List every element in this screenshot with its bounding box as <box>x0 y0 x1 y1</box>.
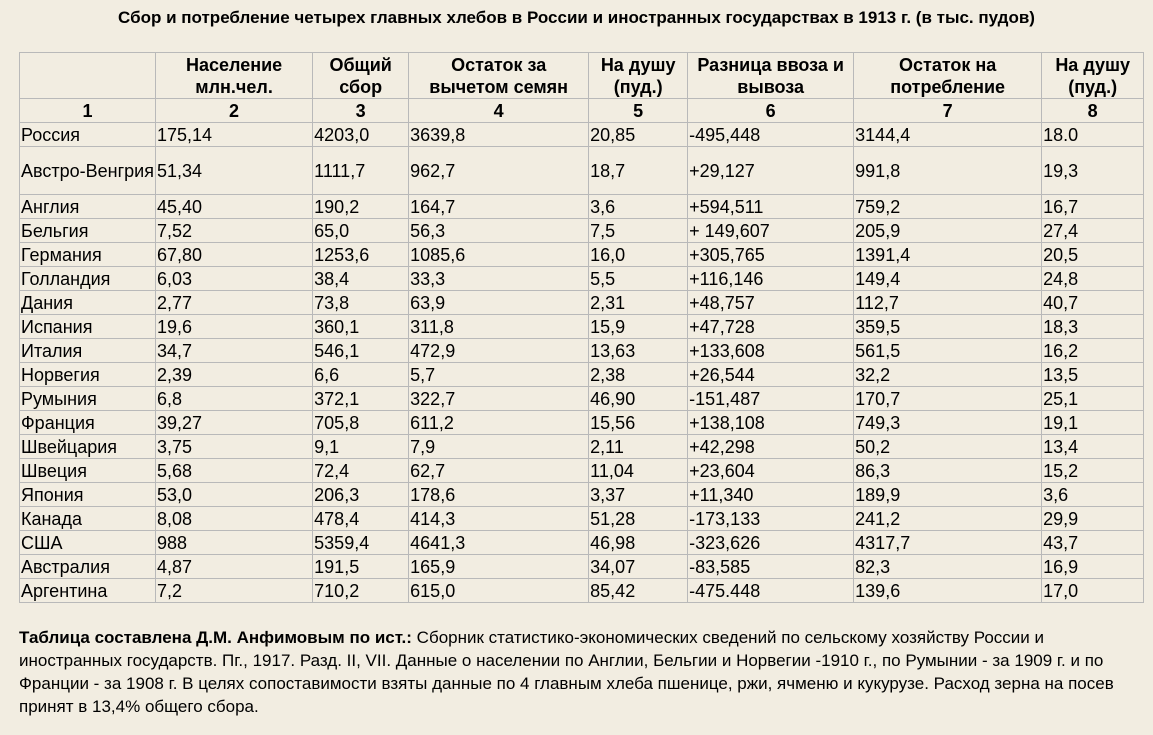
country-cell: Голландия <box>20 267 156 291</box>
table-cell: 615,0 <box>409 579 589 603</box>
table-cell: 6,03 <box>155 267 312 291</box>
table-cell: 13,5 <box>1042 363 1144 387</box>
table-cell: 561,5 <box>854 339 1042 363</box>
table-cell: 82,3 <box>854 555 1042 579</box>
table-cell: 86,3 <box>854 459 1042 483</box>
header-cell: Общий сбор <box>313 53 409 99</box>
table-cell: 18,3 <box>1042 315 1144 339</box>
table-row <box>20 363 1144 387</box>
table-cell: 34,7 <box>155 339 312 363</box>
table-row <box>20 243 1144 267</box>
table-cell: 2,38 <box>589 363 688 387</box>
header-cell: Остаток за вычетом семян <box>409 53 589 99</box>
table-cell: +594,511 <box>688 195 854 219</box>
table-cell: 7,52 <box>155 219 312 243</box>
table-row <box>20 123 1144 147</box>
table-cell: 2,11 <box>589 435 688 459</box>
table-row <box>20 147 1144 195</box>
table-cell: 16,0 <box>589 243 688 267</box>
table-cell: 311,8 <box>409 315 589 339</box>
table-cell: 112,7 <box>854 291 1042 315</box>
table-cell: +47,728 <box>688 315 854 339</box>
table-cell: -475.448 <box>688 579 854 603</box>
table-cell: 39,27 <box>155 411 312 435</box>
table-cell: 359,5 <box>854 315 1042 339</box>
table-cell: 7,9 <box>409 435 589 459</box>
table-cell: 16,2 <box>1042 339 1144 363</box>
table-cell: 3639,8 <box>409 123 589 147</box>
table-row <box>20 411 1144 435</box>
table-cell: 1391,4 <box>854 243 1042 267</box>
table-cell: 51,28 <box>589 507 688 531</box>
column-number-row <box>20 99 1144 123</box>
table-cell: 149,4 <box>854 267 1042 291</box>
table-cell: -323,626 <box>688 531 854 555</box>
table-cell: +305,765 <box>688 243 854 267</box>
table-cell: 18.0 <box>1042 123 1144 147</box>
table-cell: +26,544 <box>688 363 854 387</box>
table-cell: +11,340 <box>688 483 854 507</box>
table-cell: 19,6 <box>155 315 312 339</box>
table-cell: 7,5 <box>589 219 688 243</box>
table-cell: 32,2 <box>854 363 1042 387</box>
table-cell: 16,9 <box>1042 555 1144 579</box>
table-row <box>20 555 1144 579</box>
table-cell: 1085,6 <box>409 243 589 267</box>
table-cell: 4203,0 <box>313 123 409 147</box>
table-cell: 360,1 <box>313 315 409 339</box>
country-cell: Австралия <box>20 555 156 579</box>
table-cell: 472,9 <box>409 339 589 363</box>
country-cell: Япония <box>20 483 156 507</box>
country-cell: Италия <box>20 339 156 363</box>
column-number: 3 <box>313 99 409 123</box>
column-number: 7 <box>854 99 1042 123</box>
header-row <box>20 53 1144 99</box>
table-cell: 4641,3 <box>409 531 589 555</box>
table-cell: 56,3 <box>409 219 589 243</box>
table-cell: +23,604 <box>688 459 854 483</box>
table-cell: 3144,4 <box>854 123 1042 147</box>
header-cell <box>20 53 156 99</box>
table-cell: 73,8 <box>313 291 409 315</box>
header-cell: Разница ввоза и вывоза <box>688 53 854 99</box>
table-cell: -173,133 <box>688 507 854 531</box>
table-cell: 20,85 <box>589 123 688 147</box>
table-cell: 988 <box>155 531 312 555</box>
column-number: 5 <box>589 99 688 123</box>
table-cell: 34,07 <box>589 555 688 579</box>
table-cell: 15,9 <box>589 315 688 339</box>
table-cell: 63,9 <box>409 291 589 315</box>
table-row <box>20 195 1144 219</box>
table-cell: +138,108 <box>688 411 854 435</box>
table-cell: 40,7 <box>1042 291 1144 315</box>
table-cell: 13,63 <box>589 339 688 363</box>
table-cell: 11,04 <box>589 459 688 483</box>
table-row <box>20 531 1144 555</box>
table-cell: 15,2 <box>1042 459 1144 483</box>
table-cell: 85,42 <box>589 579 688 603</box>
table-cell: 164,7 <box>409 195 589 219</box>
table-cell: 5359,4 <box>313 531 409 555</box>
table-cell: 38,4 <box>313 267 409 291</box>
table-cell: 170,7 <box>854 387 1042 411</box>
table-row <box>20 387 1144 411</box>
column-number: 4 <box>409 99 589 123</box>
table-cell: 19,1 <box>1042 411 1144 435</box>
table-cell: 191,5 <box>313 555 409 579</box>
column-number: 1 <box>20 99 156 123</box>
column-number: 6 <box>688 99 854 123</box>
column-number: 8 <box>1042 99 1144 123</box>
table-cell: 18,7 <box>589 147 688 195</box>
country-cell: Бельгия <box>20 219 156 243</box>
table-cell: 51,34 <box>155 147 312 195</box>
table-cell: 611,2 <box>409 411 589 435</box>
table-cell: 991,8 <box>854 147 1042 195</box>
country-cell: Англия <box>20 195 156 219</box>
table-cell: 190,2 <box>313 195 409 219</box>
table-row <box>20 267 1144 291</box>
table-cell: +48,757 <box>688 291 854 315</box>
table-cell: 759,2 <box>854 195 1042 219</box>
country-cell: Швеция <box>20 459 156 483</box>
table-cell: 43,7 <box>1042 531 1144 555</box>
header-cell: На душу (пуд.) <box>1042 53 1144 99</box>
table-cell: 72,4 <box>313 459 409 483</box>
table-cell: 8,08 <box>155 507 312 531</box>
country-cell: Испания <box>20 315 156 339</box>
table-cell: 3,6 <box>1042 483 1144 507</box>
country-cell: Россия <box>20 123 156 147</box>
table-cell: 178,6 <box>409 483 589 507</box>
table-cell: -151,487 <box>688 387 854 411</box>
table-cell: 45,40 <box>155 195 312 219</box>
table-cell: 27,4 <box>1042 219 1144 243</box>
table-row <box>20 579 1144 603</box>
table-cell: + 149,607 <box>688 219 854 243</box>
table-cell: -495,448 <box>688 123 854 147</box>
source-note <box>19 626 1134 718</box>
table-cell: 46,98 <box>589 531 688 555</box>
table-cell: 372,1 <box>313 387 409 411</box>
table-cell: +116,146 <box>688 267 854 291</box>
table-cell: 15,56 <box>589 411 688 435</box>
header-cell: На душу (пуд.) <box>589 53 688 99</box>
table-cell: 46,90 <box>589 387 688 411</box>
table-cell: 3,6 <box>589 195 688 219</box>
table-cell: 2,31 <box>589 291 688 315</box>
table-cell: +29,127 <box>688 147 854 195</box>
source-note-text: Сборник статистико-экономических сведений по сельскому хозяйству России и иностранных государств. Пг., 1917. Разд. II, VII. Данные о населении по Англии, Бельгии и Норвегии -1910 г., по Румынии - за 1909 г. и по Франции - за 1908 г. В целях сопоставимости взяты данные по 4 главным хлеба пшенице, ржи, ячменю и кукурузе. Расход зерна на посев принят в 13,4% общего сбора. <box>19 628 1114 716</box>
table-cell: 20,5 <box>1042 243 1144 267</box>
table-row <box>20 339 1144 363</box>
table-row <box>20 219 1144 243</box>
source-note-label: Таблица составлена Д.М. Анфимовым по ист.: <box>19 628 412 647</box>
table-cell: 546,1 <box>313 339 409 363</box>
country-cell: Аргентина <box>20 579 156 603</box>
table-cell: 2,77 <box>155 291 312 315</box>
table-cell: 2,39 <box>155 363 312 387</box>
table-cell: 1111,7 <box>313 147 409 195</box>
country-cell: Канада <box>20 507 156 531</box>
table-row <box>20 459 1144 483</box>
table-cell: +42,298 <box>688 435 854 459</box>
table-cell: 1253,6 <box>313 243 409 267</box>
table-cell: 414,3 <box>409 507 589 531</box>
table-cell: 7,2 <box>155 579 312 603</box>
country-cell: Австро-Венгрия <box>20 147 156 195</box>
table-cell: 749,3 <box>854 411 1042 435</box>
table-cell: 19,3 <box>1042 147 1144 195</box>
table-cell: 53,0 <box>155 483 312 507</box>
table-row <box>20 435 1144 459</box>
table-cell: 189,9 <box>854 483 1042 507</box>
table-cell: 16,7 <box>1042 195 1144 219</box>
header-cell: Остаток на потребление <box>854 53 1042 99</box>
table-cell: 6,8 <box>155 387 312 411</box>
table-cell: 322,7 <box>409 387 589 411</box>
table-cell: 62,7 <box>409 459 589 483</box>
table-row <box>20 291 1144 315</box>
table-cell: 705,8 <box>313 411 409 435</box>
country-cell: Румыния <box>20 387 156 411</box>
table-cell: 205,9 <box>854 219 1042 243</box>
table-cell: 5,5 <box>589 267 688 291</box>
table-row <box>20 315 1144 339</box>
country-cell: Германия <box>20 243 156 267</box>
country-cell: Швейцария <box>20 435 156 459</box>
table-cell: 241,2 <box>854 507 1042 531</box>
table-cell: 165,9 <box>409 555 589 579</box>
table-cell: 4317,7 <box>854 531 1042 555</box>
page-title: Сбор и потребление четырех главных хлебов в России и иностранных государствах в 1913 г. (в тыс. пудов) <box>118 8 1035 27</box>
table-cell: 3,37 <box>589 483 688 507</box>
table-cell: 29,9 <box>1042 507 1144 531</box>
table-cell: 6,6 <box>313 363 409 387</box>
table-cell: 710,2 <box>313 579 409 603</box>
table-cell: 3,75 <box>155 435 312 459</box>
country-cell: США <box>20 531 156 555</box>
table-cell: 33,3 <box>409 267 589 291</box>
table-cell: 5,68 <box>155 459 312 483</box>
table-cell: 67,80 <box>155 243 312 267</box>
table-cell: 25,1 <box>1042 387 1144 411</box>
column-number: 2 <box>155 99 312 123</box>
grain-table <box>19 52 1144 603</box>
country-cell: Норвегия <box>20 363 156 387</box>
table-cell: 206,3 <box>313 483 409 507</box>
header-cell: Население млн.чел. <box>155 53 312 99</box>
country-cell: Дания <box>20 291 156 315</box>
table-cell: 478,4 <box>313 507 409 531</box>
table-cell: 9,1 <box>313 435 409 459</box>
table-cell: 5,7 <box>409 363 589 387</box>
table-cell: 17,0 <box>1042 579 1144 603</box>
table-cell: 50,2 <box>854 435 1042 459</box>
table-cell: 65,0 <box>313 219 409 243</box>
table-cell: 24,8 <box>1042 267 1144 291</box>
table-cell: 13,4 <box>1042 435 1144 459</box>
table-cell: 175,14 <box>155 123 312 147</box>
table-cell: 4,87 <box>155 555 312 579</box>
table-cell: -83,585 <box>688 555 854 579</box>
table-cell: 139,6 <box>854 579 1042 603</box>
table-row <box>20 483 1144 507</box>
table-row <box>20 507 1144 531</box>
table-cell: 962,7 <box>409 147 589 195</box>
table-cell: +133,608 <box>688 339 854 363</box>
country-cell: Франция <box>20 411 156 435</box>
